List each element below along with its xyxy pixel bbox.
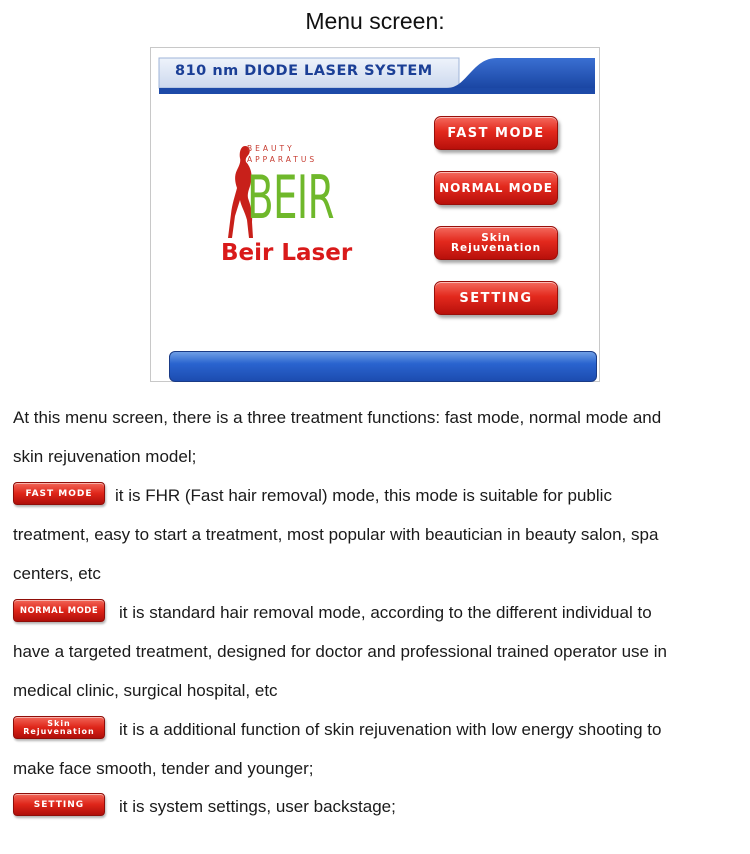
skin-label-line1: Skin (481, 232, 511, 244)
fast-mode-button[interactable] (434, 116, 558, 150)
intro-line-1: At this menu screen, there is a three treatment functions: fast mode, normal mode and (13, 408, 662, 427)
logo-subtitle: Beir Laser (221, 240, 353, 266)
title-bar (157, 54, 593, 98)
normal-mode-inline-button (13, 599, 105, 622)
skin-inline-button (13, 716, 105, 739)
setting-label: SETTING (459, 290, 533, 306)
system-title: 810 nm DIODE LASER SYSTEM (175, 63, 433, 79)
logo-apparatus-text: APPARATUS (247, 155, 318, 164)
skin-inline-label-1: Skin (47, 718, 71, 728)
skin-inline-label-2: Rejuvenation (23, 726, 95, 736)
normal-mode-inline-label: NORMAL MODE (19, 605, 99, 616)
fast-desc-line-2: treatment, easy to start a treatment, most popular with beautician in beauty salon, spa (13, 525, 659, 544)
skin-desc-line-2: make face smooth, tender and younger; (13, 759, 314, 778)
skin-desc-line-1: it is a additional function of skin rejuvenation with low energy shooting to (119, 720, 662, 739)
skin-label-line2: Rejuvenation (450, 242, 542, 254)
normal-desc-line-1: it is standard hair removal mode, according to the different individual to (119, 603, 652, 622)
bottom-status-bar (169, 351, 597, 382)
skin-rejuvenation-button[interactable] (434, 226, 558, 260)
screen-content (157, 54, 593, 377)
setting-inline-button (13, 793, 105, 816)
device-screen (150, 47, 600, 382)
normal-desc-line-3: medical clinic, surgical hospital, etc (13, 681, 278, 700)
fast-mode-inline-button (13, 482, 105, 505)
fast-mode-label: FAST MODE (447, 125, 545, 141)
setting-inline-label: SETTING (33, 799, 85, 810)
fast-desc-line-1: it is FHR (Fast hair removal) mode, this mode is suitable for public (115, 486, 612, 505)
normal-mode-label: NORMAL MODE (439, 181, 553, 195)
page-heading: Menu screen: (305, 8, 445, 34)
normal-mode-button[interactable] (434, 171, 558, 205)
logo-brand-text: BEIR (247, 163, 334, 233)
fast-desc-line-3: centers, etc (13, 564, 101, 583)
setting-desc-line-1: it is system settings, user backstage; (119, 797, 396, 816)
setting-button[interactable] (434, 281, 558, 315)
intro-line-2: skin rejuvenation model; (13, 447, 197, 466)
fast-mode-inline-label: FAST MODE (25, 488, 93, 499)
brand-logo (217, 140, 377, 270)
normal-desc-line-2: have a targeted treatment, designed for doctor and professional trained operator use in (13, 642, 667, 661)
logo-beauty-text: BEAUTY (247, 144, 295, 153)
